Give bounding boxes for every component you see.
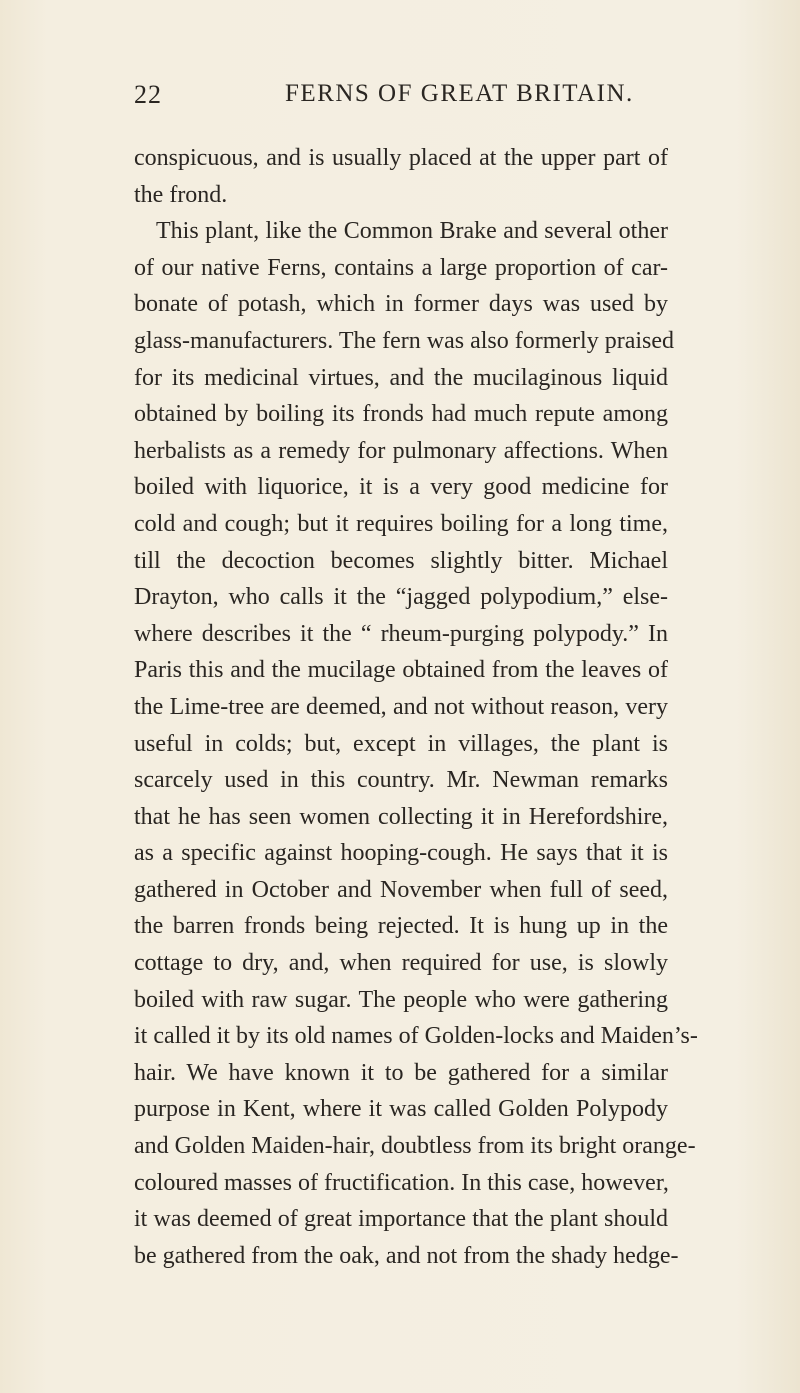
page-header bbox=[0, 80, 800, 120]
text-line: cottage to dry, and, when required for use, is slowly bbox=[134, 950, 668, 977]
text-line: of our native Ferns, contains a large proportion of car- bbox=[134, 254, 668, 281]
text-line: it called it by its old names of Golden-locks and Maiden’s- bbox=[134, 1023, 698, 1050]
text-line: purpose in Kent, where it was called Golden Polypody bbox=[134, 1096, 668, 1123]
text-line: for its medicinal virtues, and the mucilaginous liquid bbox=[134, 364, 668, 391]
text-line: the barren fronds being rejected. It is hung up in the bbox=[134, 913, 668, 940]
text-line: conspicuous, and is usually placed at the upper part of bbox=[134, 145, 668, 171]
body-text bbox=[134, 140, 698, 1274]
text-line: boiled with liquorice, it is a very good medicine for bbox=[134, 474, 668, 501]
text-line: till the decoction becomes slightly bitter. Michael bbox=[134, 547, 668, 574]
text-line: that he has seen women collecting it in Herefordshire, bbox=[134, 803, 668, 830]
text-line: gathered in October and November when full of seed, bbox=[134, 876, 668, 903]
text-line: scarcely used in this country. Mr. Newman remarks bbox=[134, 767, 668, 794]
text-line: where describes it the “ rheum-purging polypody.” In bbox=[134, 620, 668, 647]
text-line: hair. We have known it to be gathered for a similar bbox=[134, 1059, 668, 1086]
text-line: the Lime-tree are deemed, and not without reason, very bbox=[134, 693, 668, 720]
text-line: glass-manufacturers. The fern was also formerly praised bbox=[134, 327, 675, 354]
text-line: and Golden Maiden-hair, doubtless from its bright orange- bbox=[134, 1133, 696, 1160]
text-line: coloured masses of fructification. In this case, however, bbox=[134, 1169, 669, 1196]
text-line: the frond. bbox=[134, 181, 228, 208]
text-line: This plant, like the Common Brake and several other bbox=[156, 218, 668, 245]
text-line: Drayton, who calls it the “jagged polypodium,” else- bbox=[134, 584, 668, 611]
page-number: 22 bbox=[134, 80, 162, 109]
text-line: obtained by boiling its fronds had much repute among bbox=[134, 401, 668, 428]
text-line: it was deemed of great importance that the plant should bbox=[134, 1206, 668, 1233]
running-title: FERNS OF GREAT BRITAIN. bbox=[285, 80, 634, 107]
text-line: Paris this and the mucilage obtained from the leaves of bbox=[134, 657, 668, 684]
text-line: bonate of potash, which in former days was used by bbox=[134, 291, 668, 318]
text-line: useful in colds; but, except in villages, the plant is bbox=[134, 730, 668, 757]
text-line: be gathered from the oak, and not from the shady hedge- bbox=[134, 1242, 679, 1269]
text-line: cold and cough; but it requires boiling for a long time, bbox=[134, 510, 668, 537]
text-line: herbalists as a remedy for pulmonary affections. When bbox=[134, 437, 668, 464]
text-line: boiled with raw sugar. The people who were gathering bbox=[134, 986, 668, 1013]
text-line: as a specific against hooping-cough. He says that it is bbox=[134, 840, 668, 867]
